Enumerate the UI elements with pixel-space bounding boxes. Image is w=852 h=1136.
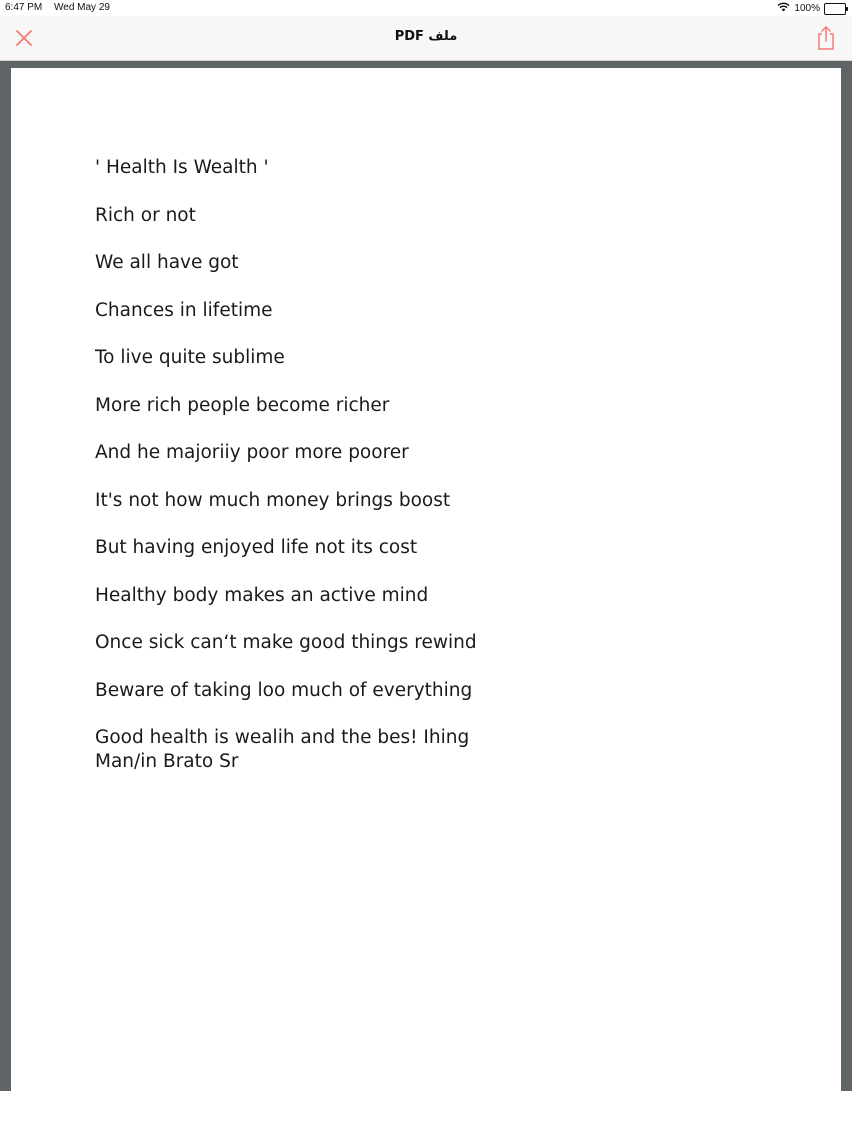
wifi-icon — [777, 2, 790, 15]
pdf-viewer[interactable] — [0, 61, 852, 1091]
poem-line: It's not how much money brings boost — [95, 489, 451, 511]
status-right — [777, 2, 846, 15]
page-title: ملف PDF — [394, 29, 458, 44]
poem-line: ' Health Is Wealth ' — [95, 157, 269, 178]
poem-line: Rich or not — [95, 204, 196, 226]
status-date: Wed May 29 — [54, 2, 110, 13]
poem-signature: Man/in Brato Sr — [95, 751, 239, 772]
poem-line: Good health is wealih and the bes! Ihing — [95, 727, 470, 748]
poem-text — [95, 156, 695, 774]
share-button[interactable] — [814, 25, 838, 51]
poem-line: Healthy body makes an active mind — [95, 584, 429, 606]
status-bar — [0, 0, 852, 16]
poem-line: To live quite sublime — [95, 347, 285, 368]
poem-line: More rich people become richer — [95, 394, 390, 416]
pdf-page — [11, 68, 841, 1091]
poem-line: Once sick can‘t make good things rewind — [95, 632, 477, 653]
poem-line: Chances in lifetime — [95, 299, 273, 321]
battery-percent: 100% — [794, 3, 820, 14]
bottom-area — [0, 1091, 852, 1136]
share-icon — [814, 25, 838, 51]
poem-line: And he majoriiy poor more poorer — [95, 442, 409, 463]
poem-line: But having enjoyed life not its cost — [95, 537, 418, 558]
navigation-bar — [0, 16, 852, 61]
poem-line: Beware of taking loo much of everything — [95, 679, 473, 701]
poem-line: We all have got — [95, 252, 239, 273]
status-time: 6:47 PM — [5, 2, 43, 13]
battery-icon — [824, 3, 846, 15]
